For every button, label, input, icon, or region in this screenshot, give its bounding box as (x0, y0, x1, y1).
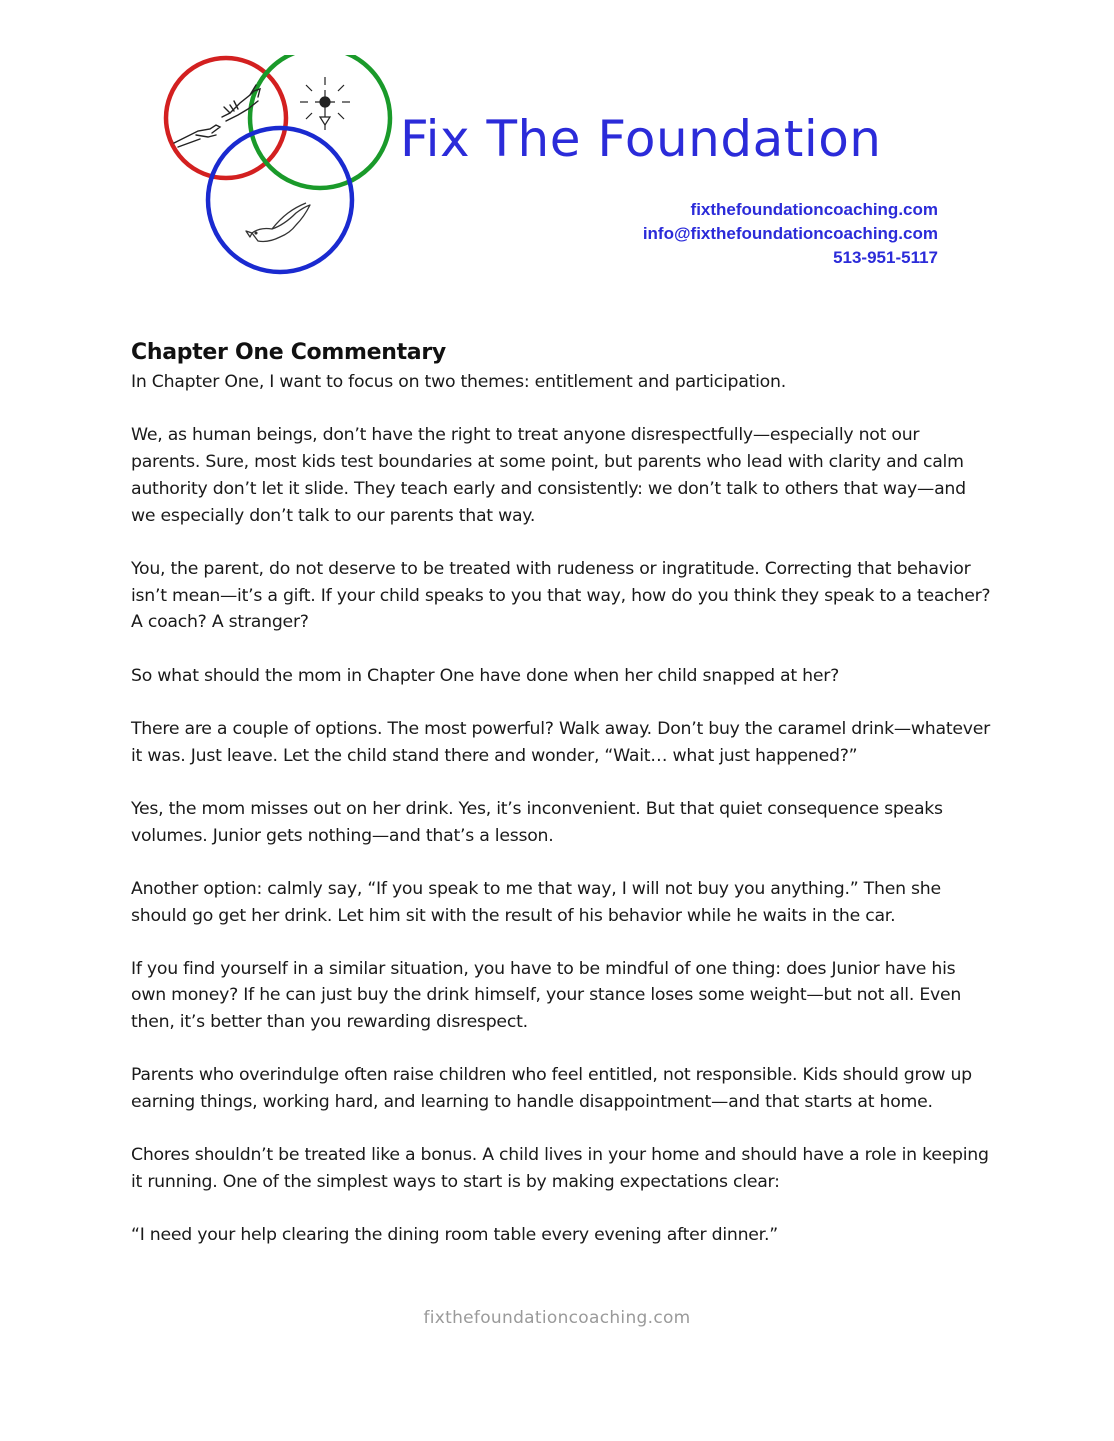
cross-icon (300, 77, 350, 130)
website-link[interactable]: fixthefoundationcoaching.com (690, 200, 938, 219)
paragraph-another-option: Another option: calmly say, “If you speak to me that way, I will not buy you anything.” Then she should go get her drink. Let him sit with the result of his behavior while he waits in the car. (131, 878, 941, 926)
dove-icon (246, 203, 310, 242)
paragraph-chores: Chores shouldn’t be treated like a bonus. A child lives in your home and should have a role in keeping it running. One of the simplest ways to start is by making expectations clear: (131, 1145, 989, 1193)
paragraph-gift: You, the parent, do not deserve to be treated with rudeness or ingratitude. Correcting that behavior isn’t mean—it’s a gift. If your child speaks to you that way, how do you think they speak to a teacher? A coach? A stranger? (131, 558, 991, 633)
brand-title: Fix The Foundation (400, 110, 882, 168)
paragraph-consequence: Yes, the mom misses out on her drink. Yes, it’s inconvenient. But that quiet consequence speaks volumes. Junior gets nothing—and that’s a lesson. (131, 798, 943, 846)
contact-block (643, 198, 938, 270)
paragraph-walk-away: There are a couple of options. The most powerful? Walk away. Don’t buy the caramel drink—whatever it was. Just leave. Let the child stand there and wonder, “Wait… what just happened?” (131, 718, 990, 766)
paragraph-quote: “I need your help clearing the dining room table every evening after dinner.” (131, 1225, 778, 1246)
article-body (131, 340, 991, 1276)
paragraph-intro: In Chapter One, I want to focus on two themes: entitlement and participation. (131, 372, 786, 392)
fix-the-foundation-logo (160, 55, 400, 275)
phone-number[interactable]: 513-951-5117 (833, 248, 938, 267)
paragraph-overindulge: Parents who overindulge often raise children who feel entitled, not responsible. Kids should grow up earning things, working hard, and learning to handle disappointment—and that starts at home. (131, 1065, 972, 1113)
blue-ring (208, 128, 352, 272)
email-link[interactable]: info@fixthefoundationcoaching.com (642, 224, 938, 243)
red-ring (166, 58, 286, 178)
green-ring (250, 55, 390, 188)
article-heading: Chapter One Commentary (131, 340, 446, 365)
paragraph-question: So what should the mom in Chapter One have done when her child snapped at her? (131, 665, 840, 686)
paragraph-respect: We, as human beings, don’t have the right to treat anyone disrespectfully—especially not our parents. Sure, most kids test boundaries at some point, but parents who lead with clarity and calm authority don’t let it slide. They teach early and consistently: we don’t talk to others that way—and we especially don’t talk to our parents that way. (131, 425, 966, 526)
footer-url[interactable]: fixthefoundationcoaching.com (423, 1308, 691, 1328)
paragraph-own-money: If you find yourself in a similar situation, you have to be mindful of one thing: does Junior have his own money? If he can just buy the drink himself, your stance loses some weight—but not all. Even then, it’s better than you rewarding disrespect. (131, 958, 962, 1033)
